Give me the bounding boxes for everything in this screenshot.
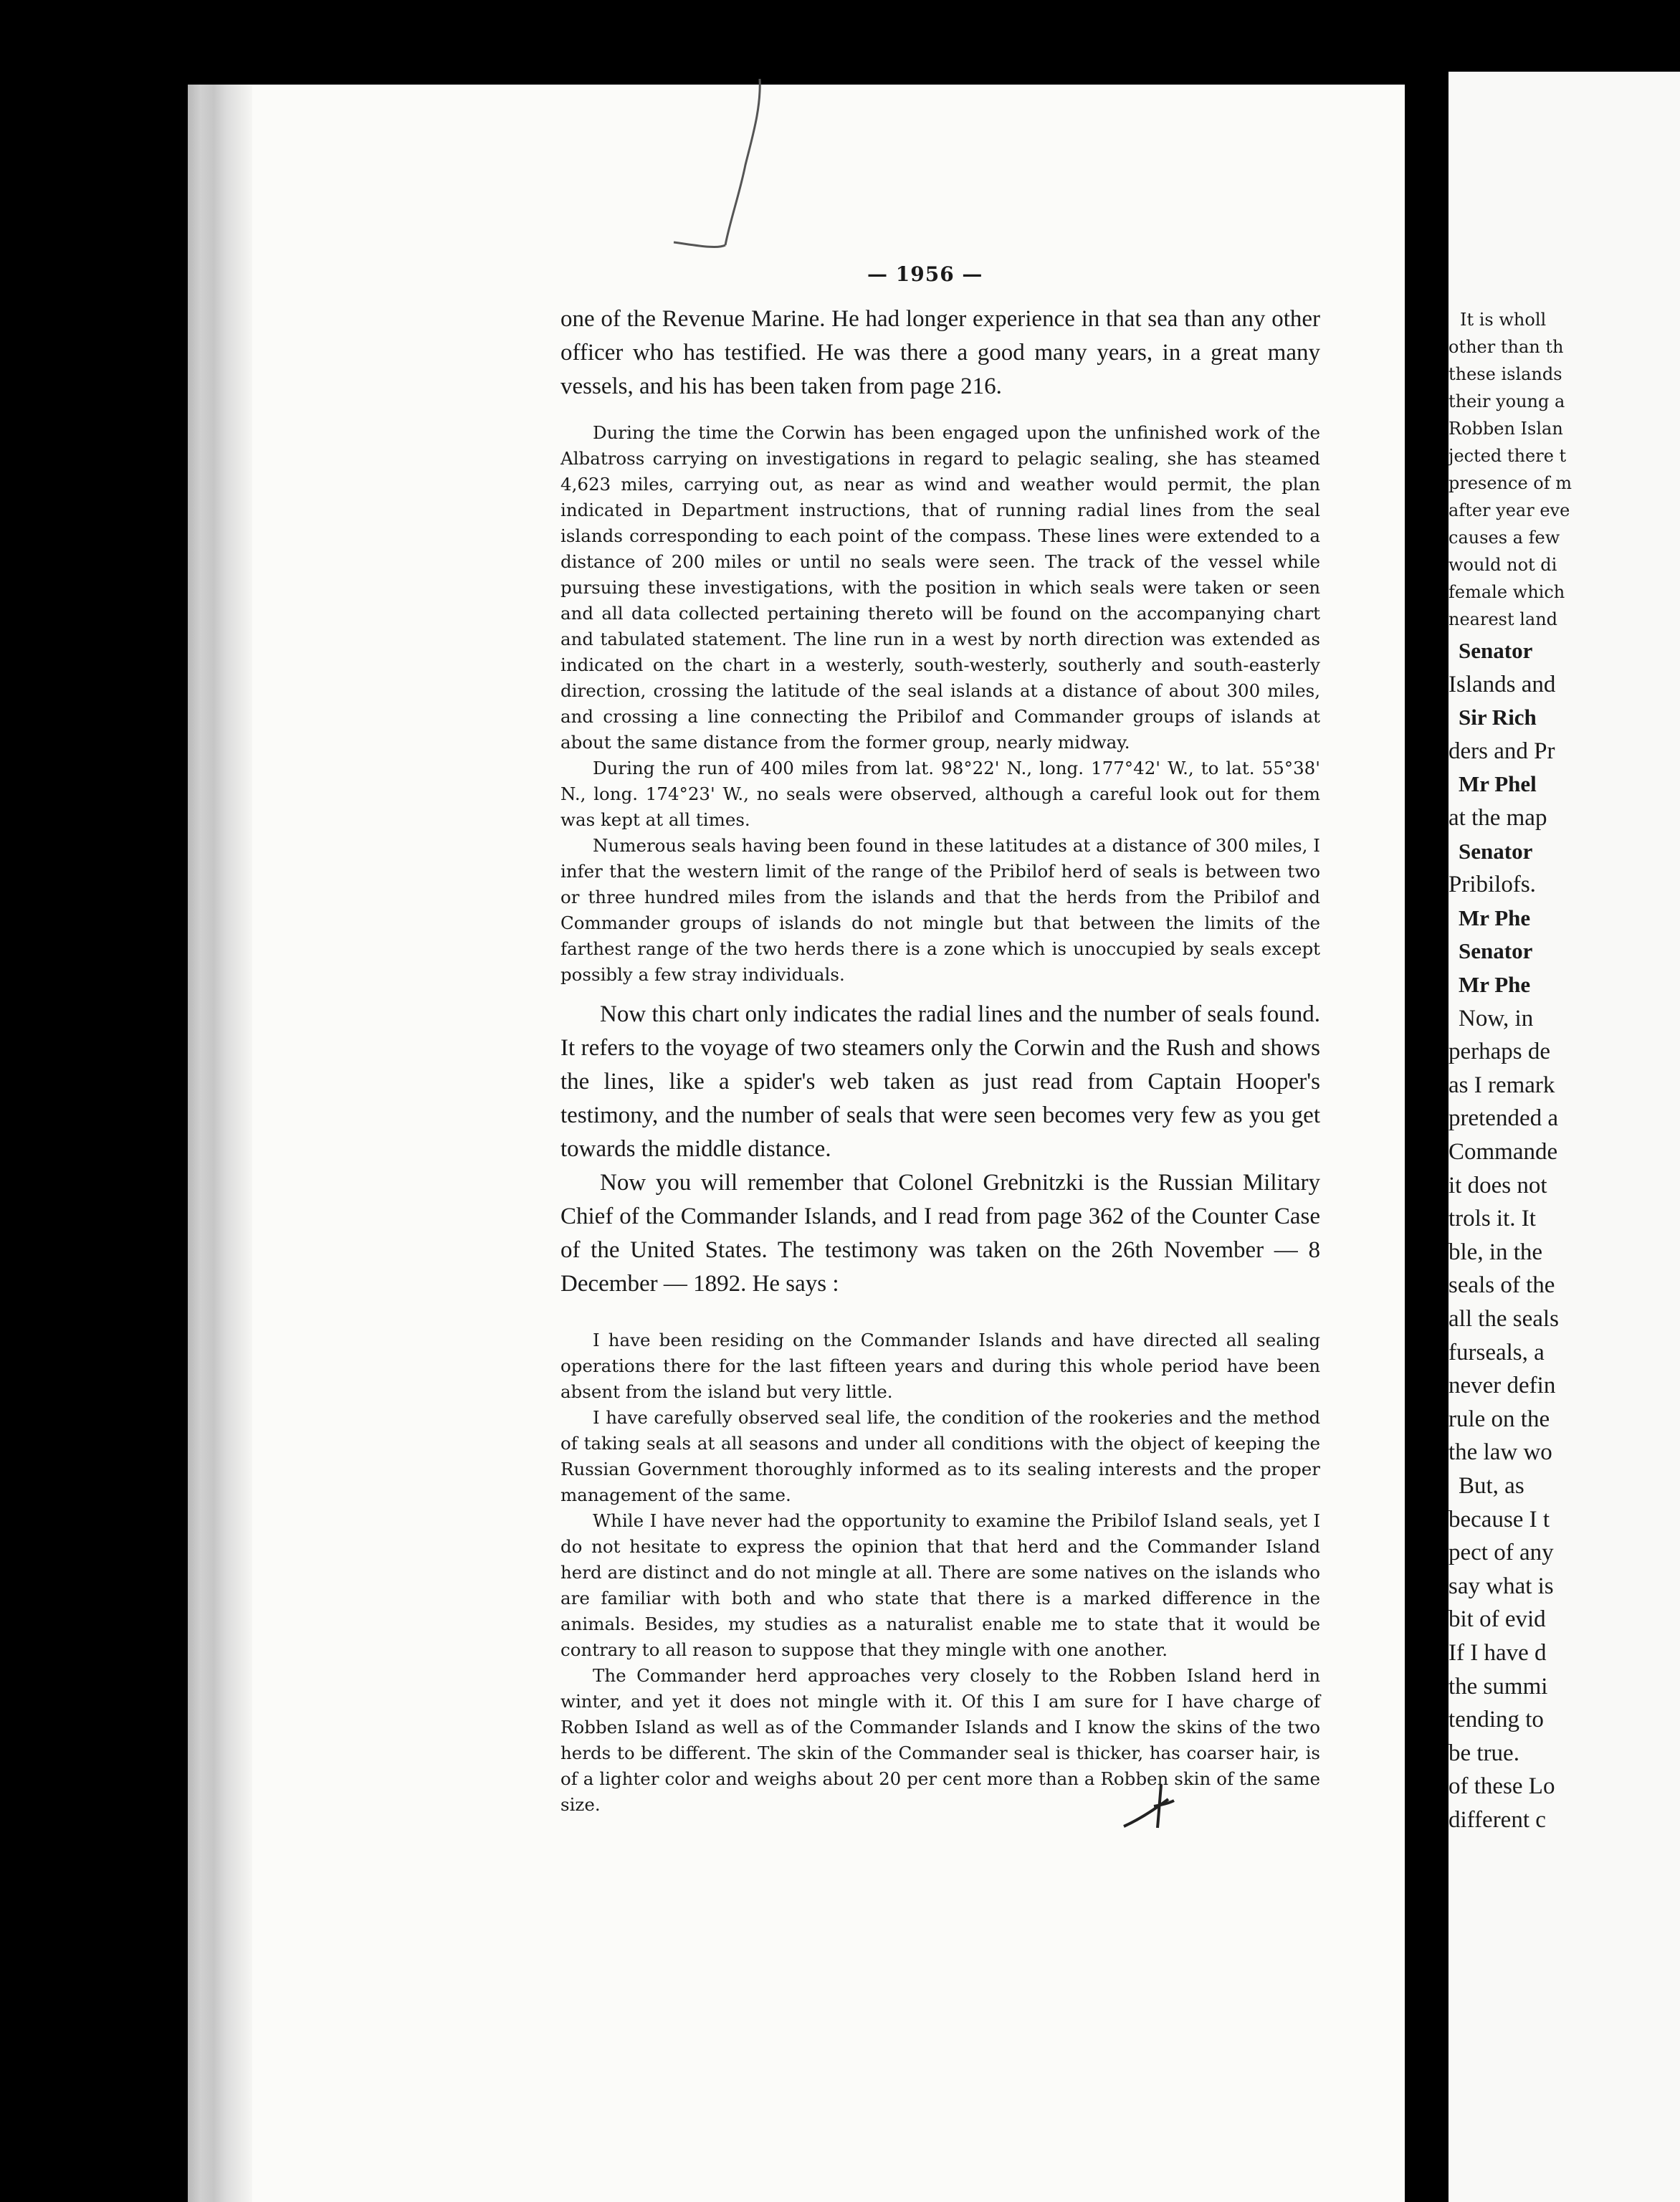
right-page-line: bit of evid (1448, 1606, 1546, 1632)
right-page-line: ble, in the (1448, 1239, 1543, 1265)
right-page-line: after year eve (1448, 500, 1570, 520)
right-page-line: Senator (1459, 938, 1533, 963)
right-page-line: the law wo (1448, 1439, 1552, 1465)
right-page-line: pretended a (1448, 1105, 1558, 1131)
right-page (1448, 72, 1680, 2202)
right-page-line: Islands and (1448, 672, 1556, 697)
right-page-line: at the map (1448, 805, 1547, 831)
right-page-line: furseals, a (1448, 1340, 1545, 1365)
right-page-line: nearest land (1448, 609, 1558, 629)
right-page-line: would not di (1448, 555, 1557, 575)
right-page-line: all the seals (1448, 1306, 1559, 1332)
right-page-line: Mr Phe (1459, 972, 1531, 997)
right-page-line: trols it. It (1448, 1206, 1536, 1231)
page-edge (188, 85, 252, 2202)
right-page-line: different c (1448, 1807, 1546, 1833)
quote-paragraph: While I have never had the opportunity to examine the Pribilof Island seals, yet I do not hesitate to express the opinion that that herd and the Commander Island herd are distinct and do not mingle at all. There are some natives on the islands who are familiar with both and who state that there is a marked difference in the animals. Besides, my studies as a naturalist enable me to state that it would be contrary to all reason to suppose that they mingle with one another. (560, 1510, 1320, 1660)
right-page-line: tending to (1448, 1707, 1544, 1732)
right-page-line: of these Lo (1448, 1773, 1555, 1799)
paragraph-text: Now you will remember that Colonel Grebnitzki is the Russian Military Chief of the Commander Islands, and I read from page 362 of the Counter Case of the United States. The testimony was taken on the 26th November — 8 December — 1892. He says : (560, 1170, 1320, 1297)
quote-paragraph: I have carefully observed seal life, the condition of the rookeries and the method of taking seals at all seasons and under all conditions with the object of keeping the Russian Government thoroughly informed as to its sealing interests and the proper management of the same. (560, 1407, 1320, 1505)
right-page-line: other than th (1448, 337, 1564, 357)
right-page-line: these islands (1448, 364, 1562, 384)
page-number: — 1956 — (867, 262, 983, 286)
intro-paragraph (560, 302, 1320, 404)
quote-paragraph: Numerous seals having been found in these latitudes at a distance of 300 miles, I infer that the western limit of the range of the Pribilof herd of seals is between two or three hundred miles from the islands and that the herds from the Pribilof and Commander groups of islands do not mingle but that between the limits of the farthest range of the two herds there is a zone which is unoccupied by seals except possibly a few stray individuals. (560, 835, 1320, 985)
right-page-line: perhaps de (1448, 1039, 1551, 1064)
right-page-line: be true. (1448, 1740, 1519, 1766)
right-page-line: Mr Phe (1459, 905, 1531, 930)
pen-mark (645, 79, 788, 265)
right-page-line: It is wholl (1460, 310, 1547, 330)
paragraph-text: one of the Revenue Marine. He had longer experience in that sea than any other officer who has testified. He was there a good many years, in a great many vessels, and his has been taken from page 216. (560, 306, 1320, 399)
quote-paragraph: During the time the Corwin has been engaged upon the unfinished work of the Albatross carrying on investigations in regard to pelagic sealing, she has steamed 4,623 miles, carrying out, as near as wind and weather would permit, the plan indicated in Department instructions, that of running radial lines from the seal islands corresponding to each point of the compass. These lines were extended to a distance of 200 miles or until no seals were seen. The track of the vessel while pursuing these investigations, with the position in which seals were taken or seen and all data collected pertaining thereto will be found on the accompanying chart and tabulated statement. The line run in a west by north direction was extended as indicated on the chart in a westerly, south-westerly, southerly and south-easterly direction, crossing the latitude of the seal islands at a distance of about 300 miles, and crossing a line connecting the Pribilof and Commander groups of islands at about the same distance from the former group, nearly midway. (560, 422, 1320, 753)
right-page-line: pect of any (1448, 1540, 1554, 1565)
right-page-line: ders and Pr (1448, 738, 1555, 764)
right-page-line: it does not (1448, 1173, 1547, 1198)
paragraph-text: Now this chart only indicates the radial lines and the number of seals found. It refers to the voyage of two steamers only the Corwin and the Rush and shows the lines, like a spider's web taken as just read from Captain Hooper's testimony, and the number of seals that were seen becomes very few as you get towards the middle distance. (560, 1001, 1320, 1162)
right-page-line: causes a few (1448, 528, 1560, 548)
right-page-line: as I remark (1448, 1072, 1555, 1098)
right-page-line: seals of the (1448, 1272, 1555, 1298)
right-page-line: presence of m (1448, 473, 1572, 493)
right-page-line: because I t (1448, 1507, 1550, 1533)
right-page-line: female which (1448, 582, 1565, 602)
quote-corwin-report (560, 420, 1320, 988)
right-page-line: But, as (1459, 1473, 1524, 1499)
right-page-line: say what is (1448, 1573, 1554, 1599)
right-page-line: Mr Phel (1459, 771, 1537, 796)
right-page-line: Pribilofs. (1448, 872, 1536, 897)
right-page-line: Commande (1448, 1139, 1558, 1165)
quote-paragraph: I have been residing on the Commander Islands and have directed all sealing operations there for the last fifteen years and during this whole period have been absent from the island but very little. (560, 1330, 1320, 1402)
right-page-line: Now, in (1459, 1006, 1534, 1031)
right-page-line: rule on the (1448, 1406, 1550, 1432)
right-page-line: Robben Islan (1448, 419, 1563, 439)
right-page-line: Senator (1459, 839, 1533, 864)
quote-grebnitzki-testimony (560, 1328, 1320, 1818)
right-page-line: jected there t (1448, 446, 1567, 466)
right-page-line: Sir Rich (1459, 705, 1537, 730)
right-page-line: the summi (1448, 1674, 1548, 1700)
commentary-paragraphs (560, 998, 1320, 1301)
pen-mark (1118, 1778, 1204, 1835)
right-page-line: If I have d (1448, 1640, 1547, 1666)
right-page-line: Senator (1459, 638, 1533, 663)
right-page-line: never defin (1448, 1373, 1556, 1398)
right-page-line: their young a (1448, 391, 1565, 411)
quote-paragraph: The Commander herd approaches very closely to the Robben Island herd in winter, and yet it does not mingle with it. Of this I am sure for I have charge of Robben Island as well as of the Commander Islands and I know the skins of the two herds to be different. The skin of the Commander seal is thicker, has coarser hair, is of a lighter color and weighs about 20 per cent more than a Robben skin of the same size. (560, 1665, 1320, 1815)
quote-paragraph: During the run of 400 miles from lat. 98°22' N., long. 177°42' W., to lat. 55°38' N., long. 174°23' W., no seals were observed, although a careful look out for them was kept at all times. (560, 758, 1320, 830)
